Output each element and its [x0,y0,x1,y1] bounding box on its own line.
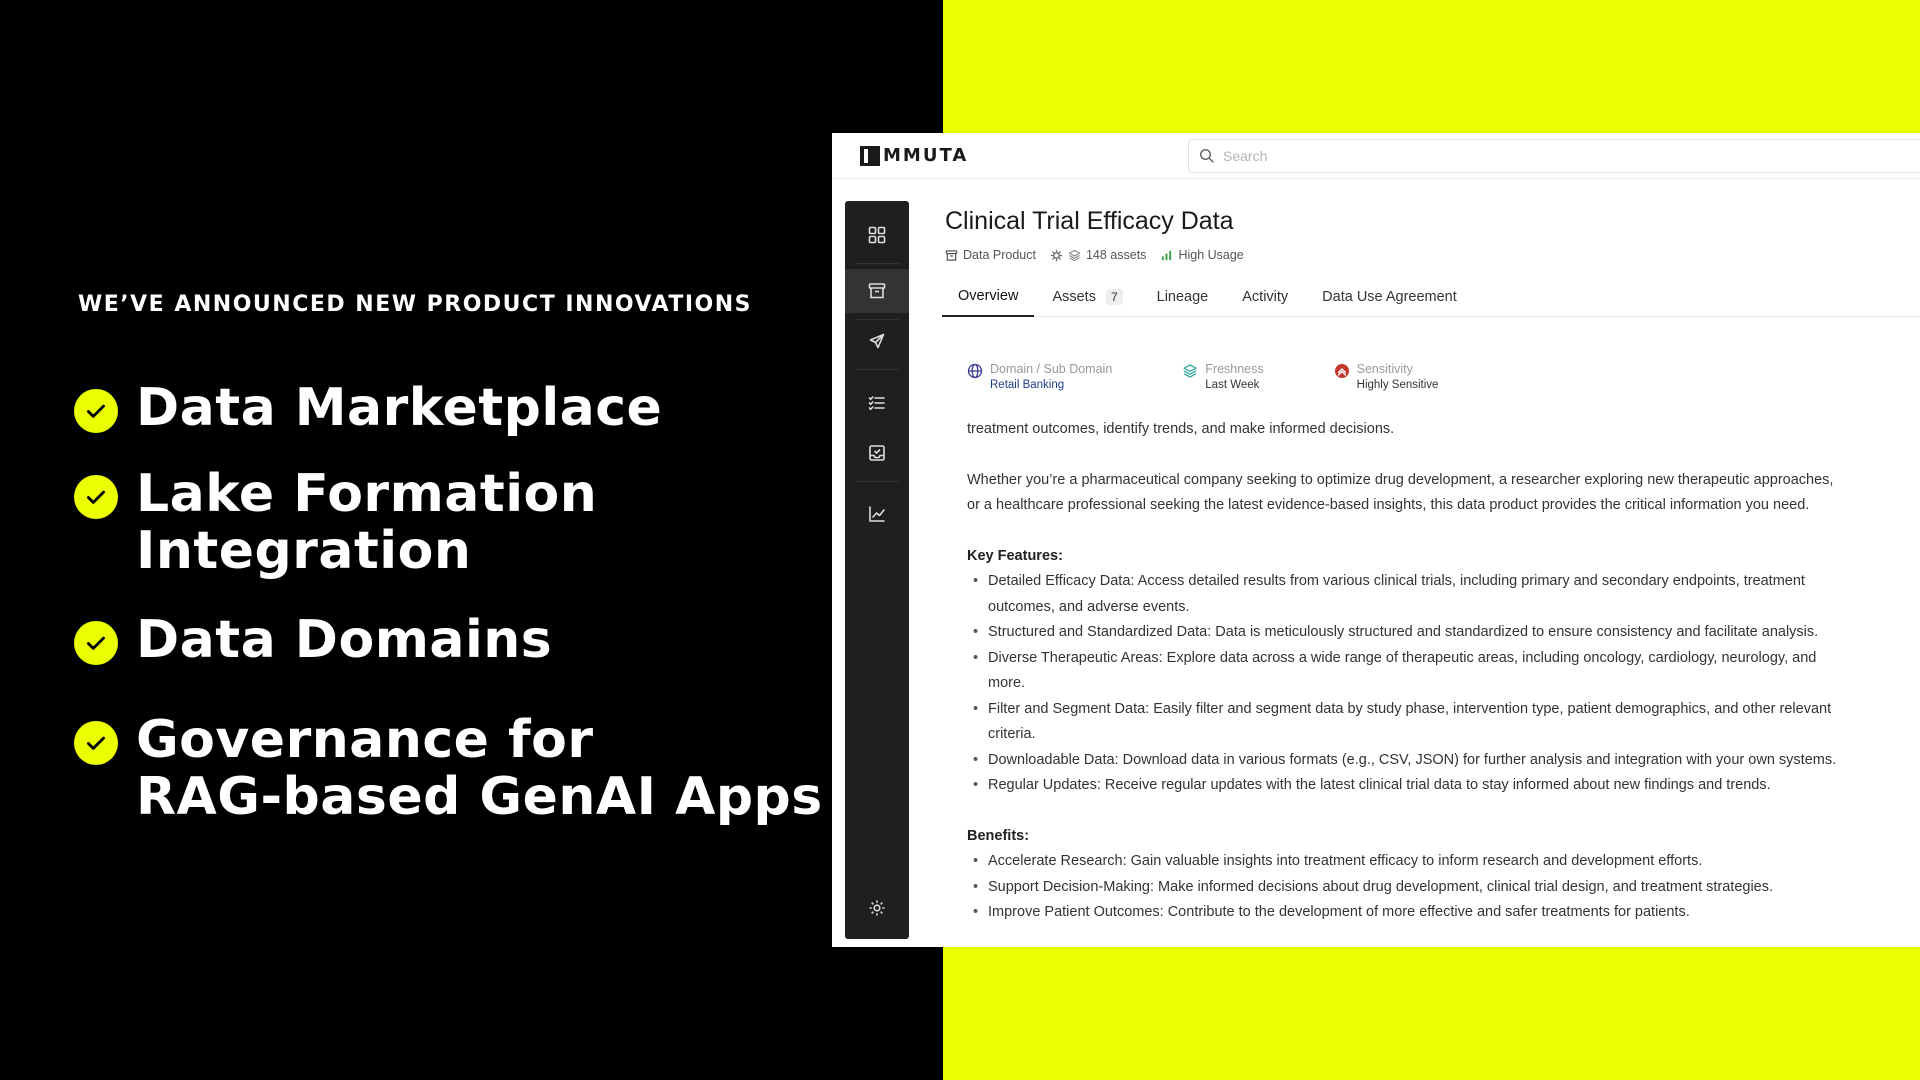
list-item: • Filter and Segment Data: Easily filter and segment data by study phase, intervention type, patient demographics, and other relevant criteria. [967,697,1847,748]
usage-level [1160,248,1243,262]
tab-assets[interactable] [1036,277,1138,317]
sidebar-item-dashboard[interactable] [845,213,909,257]
checkmark-icon [74,389,118,433]
usage-label: High Usage [1178,248,1244,262]
chart-line-icon [867,504,887,524]
key-features-list [967,569,1847,799]
feature-item [74,712,823,826]
info-row [967,362,1508,391]
tab-overview[interactable] [942,277,1034,317]
search-input[interactable] [1223,148,1823,164]
sidebar-item-connections[interactable] [845,319,909,363]
feature-label: Data Domains [136,610,553,670]
sidebar-divider [855,369,899,370]
checkmark-icon [74,721,118,765]
benefits-heading: Benefits: [967,827,1030,844]
sidebar-item-analytics[interactable] [845,492,909,536]
feature-label: Lake Formation Integration [136,464,598,581]
list-item: • Support Decision-Making: Make informed decisions about drug development, clinical trial design, and treatment strategies. [967,875,1847,901]
tab-label: Overview [958,288,1019,304]
sidebar [845,201,909,939]
tab-activity[interactable] [1226,277,1304,317]
sidebar-divider [855,263,899,264]
archive-icon [867,281,887,301]
logo-text: MMUTA [883,145,969,166]
list-item: • Regular Updates: Receive regular updates with the latest clinical trial data to stay informed about new findings and trends. [967,773,1847,799]
key-features-heading: Key Features: [967,547,1063,564]
list-item: • Structured and Standardized Data: Data is meticulously structured and standardized to ensure consistency and facilitate analysis. [967,620,1847,646]
sensitivity-info [1334,362,1439,391]
tab-data-use-agreement[interactable] [1306,277,1473,317]
checkmark-icon [74,475,118,519]
logo-mark-icon [860,146,880,166]
sidebar-item-data-products[interactable] [845,269,909,313]
sparkle-icon [1050,249,1063,262]
sensitivity-value: Highly Sensitive [1356,379,1439,391]
search-box[interactable] [1188,139,1920,173]
tab-bar [942,277,1920,317]
assets-count-badge: 7 [1106,289,1123,305]
list-item: • Diverse Therapeutic Areas: Explore data across a wide range of therapeutic areas, including oncology, cardiology, neurology, and more. [967,646,1847,697]
usage-bars-icon [1160,249,1173,262]
freshness-label: Freshness [1205,362,1264,376]
feature-item [74,466,597,580]
product-type-label: Data Product [963,248,1036,262]
tab-label: Lineage [1156,289,1209,305]
tab-lineage[interactable] [1141,277,1225,317]
product-description [967,417,1847,947]
description-paragraph: Whether you’re a pharmaceutical company seeking to optimize drug development, a researcher exploring new therapeutic approaches, or a healthcare professional seeking the latest evidence-based insights, this data product provides the critical information you need. [967,471,1834,513]
feature-label: Data Marketplace [136,378,663,438]
tab-label: Assets [1052,289,1096,305]
tab-label: Data Use Agreement [1322,289,1457,305]
top-bar [832,133,1920,179]
benefits-list [967,849,1847,926]
asset-count-label: 148 assets [1085,248,1147,262]
inbox-check-icon [867,443,887,463]
list-item: • Accelerate Research: Gain valuable insights into treatment efficacy to inform research and development efforts. [967,849,1847,875]
gear-icon [867,898,887,918]
feature-item [74,380,662,437]
sidebar-divider [855,481,899,482]
sensitivity-high-icon [1334,363,1350,379]
announcement-panel [0,0,943,1080]
globe-icon [967,363,983,379]
list-item: • Improve Patient Outcomes: Contribute to the development of more effective and safer treatments for patients. [967,900,1847,926]
archive-icon [945,249,958,262]
freshness-info [1182,362,1263,391]
domain-value[interactable]: Retail Banking [990,379,1065,391]
search-icon [1199,148,1215,164]
list-item: • Detailed Efficacy Data: Access detailed results from various clinical trials, including primary and secondary endpoints, treatment outcomes, and adverse events. [967,569,1847,620]
freshness-value: Last Week [1205,379,1260,391]
grid-icon [867,225,887,245]
sidebar-item-approvals[interactable] [845,431,909,475]
app-window [832,133,1920,947]
domain-info [967,362,1112,391]
description-intro: treatment outcomes, identify trends, and make informed decisions. [967,421,1395,437]
share-icon [867,331,887,351]
sidebar-item-requests[interactable] [845,381,909,425]
product-meta [945,248,1258,262]
checklist-icon [867,393,887,413]
sidebar-item-settings[interactable] [845,886,909,930]
asset-count [1050,248,1146,262]
layers-icon [1068,249,1081,262]
tab-label: Activity [1242,289,1289,305]
logo[interactable] [860,145,968,166]
feature-item [74,612,552,669]
page-title: Clinical Trial Efficacy Data [945,207,1234,235]
list-item: • Downloadable Data: Download data in various formats (e.g., CSV, JSON) for further analysis and integration with your own systems. [967,748,1847,774]
checkmark-icon [74,621,118,665]
layers-icon [1182,363,1198,379]
product-type [945,248,1036,262]
feature-label: Governance for RAG-based GenAI Apps [136,710,823,827]
domain-label: Domain / Sub Domain [990,362,1113,376]
announcement-heading: WE’VE ANNOUNCED NEW PRODUCT INNOVATIONS [78,292,752,317]
main-content [945,179,1920,947]
sensitivity-label: Sensitivity [1356,362,1413,376]
